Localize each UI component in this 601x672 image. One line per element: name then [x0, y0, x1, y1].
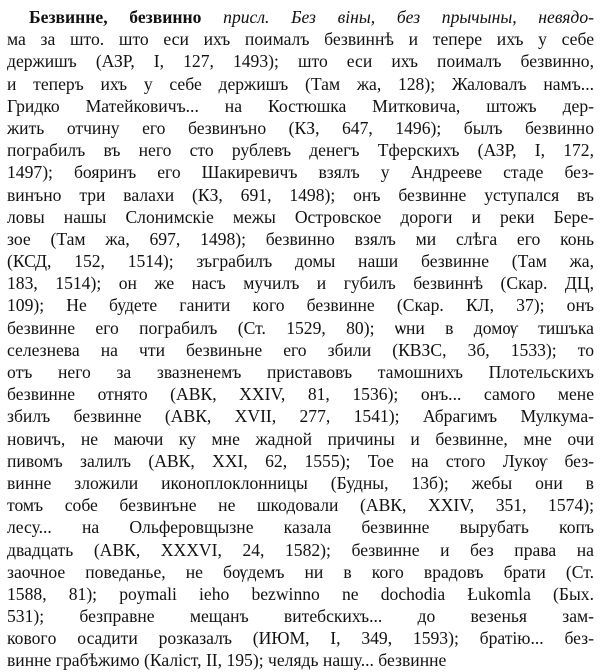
- entry-line: пограбилъ въ него сто рублевъ денегъ Тферскихъ (АЗР, І, 172,: [7, 140, 594, 161]
- entry-line: ковогo осадити розказалъ (ИЮМ, І, 349, 1593); братію... без-: [7, 628, 594, 649]
- entry-line: винъно три валахи (КЗ, 691, 1498); онъ безвинне уступался въ: [7, 184, 594, 205]
- entry-line: 1497); бояринъ его Шакиревичъ взялъ у Андрееве стаде без-: [7, 162, 594, 183]
- entry-line: Гридко Матейковичъ... на Костюшка Митковича, штожъ дер-: [7, 95, 594, 116]
- entry-line: пивомъ залилъ (АВК, XXI, 62, 1555); Тое на стого Лукѹ без-: [7, 450, 594, 471]
- entry-headword: Безвинне, безвинно: [29, 7, 202, 27]
- entry-line: томъ собе безвинъне не шкодовали (АВК, XXIV, 351, 1574);: [7, 495, 594, 516]
- entry-line: винне грабѣжимо (Каліст, ІІ, 195); челядь нашу... безвинне: [7, 650, 447, 671]
- entry-line: жить отчину его безвинъно (КЗ, 647, 1496); былъ безвинно: [7, 117, 594, 138]
- entry-line: ловы нашы Слонимскіе межы Островское дороги и реки Бере-: [7, 206, 594, 227]
- entry-first-line: [7, 6, 594, 28]
- entry-line: двадцать (АВК, XXXVI, 24, 1582); безвинне и без права на: [7, 539, 594, 560]
- entry-line: безвинне отнято (АВК, XXIV, 81, 1536); онъ... самого мене: [7, 384, 594, 405]
- entry-line: 1588, 81); poymali ieho bezwinno ne dochodia Łukomla (Бых.: [7, 583, 594, 604]
- entry-line: 183, 1514); он же насъ мучилъ и губилъ безвиннѣ (Скар. ДЦ,: [7, 273, 594, 294]
- entry-line: винне зложили иконоплоклонницы (Будны, 13б); жебы они в: [7, 472, 594, 493]
- entry-line: ма за што. што еси ихъ поималъ безвиннѣ и тепере ихъ у себе: [7, 29, 594, 50]
- entry-line: 109); Не будете ганити кого безвинне (Скар. КЛ, 37); онъ: [7, 295, 594, 316]
- entry-line: новичъ, не маючи ку мне жадной причины и безвинне, мне очи: [7, 428, 594, 449]
- entry-line: лесу... на Ольферовщызне казала безвинне вырубать копъ: [7, 517, 594, 538]
- entry-line: зое (Там жа, 697, 1498); безвинно взялъ ми слѣга его конь: [7, 228, 594, 249]
- entry-line: (КСД, 152, 1514); зъграбилъ домы наши безвинне (Там жа,: [7, 251, 594, 272]
- entry-pos: присл.: [223, 7, 270, 27]
- entry-line: безвинне его пограбилъ (Ст. 1529, 80); ѡни в домѹ тишъка: [7, 317, 594, 338]
- entry-line: заочное поведанье, не бѹдемъ ни в кого врадовъ брати (Ст.: [7, 561, 594, 582]
- entry-line: держишъ (АЗР, І, 127, 1493); што еси ихъ поималъ безвинно,: [7, 51, 594, 72]
- entry-line: збилъ безвинне (АВК, XVII, 277, 1541); Абрагимъ Мулкума-: [7, 406, 594, 427]
- entry-line: 531); безправне мещанъ витебскихъ... до везенья зам-: [7, 606, 594, 627]
- entry-definition: Без віны, без прычыны, невядо-: [291, 7, 594, 27]
- entry-line: и теперъ ихъ у себе держишъ (Там жа, 128); Жаловалъ намъ...: [7, 73, 594, 94]
- entry-line: селезнева на чти безвиньне его збили (КВЗС, 3б, 1533); то: [7, 339, 594, 360]
- entry-line: отъ него за звазненемъ приставовъ тамошнихъ Плотельскихъ: [7, 362, 594, 382]
